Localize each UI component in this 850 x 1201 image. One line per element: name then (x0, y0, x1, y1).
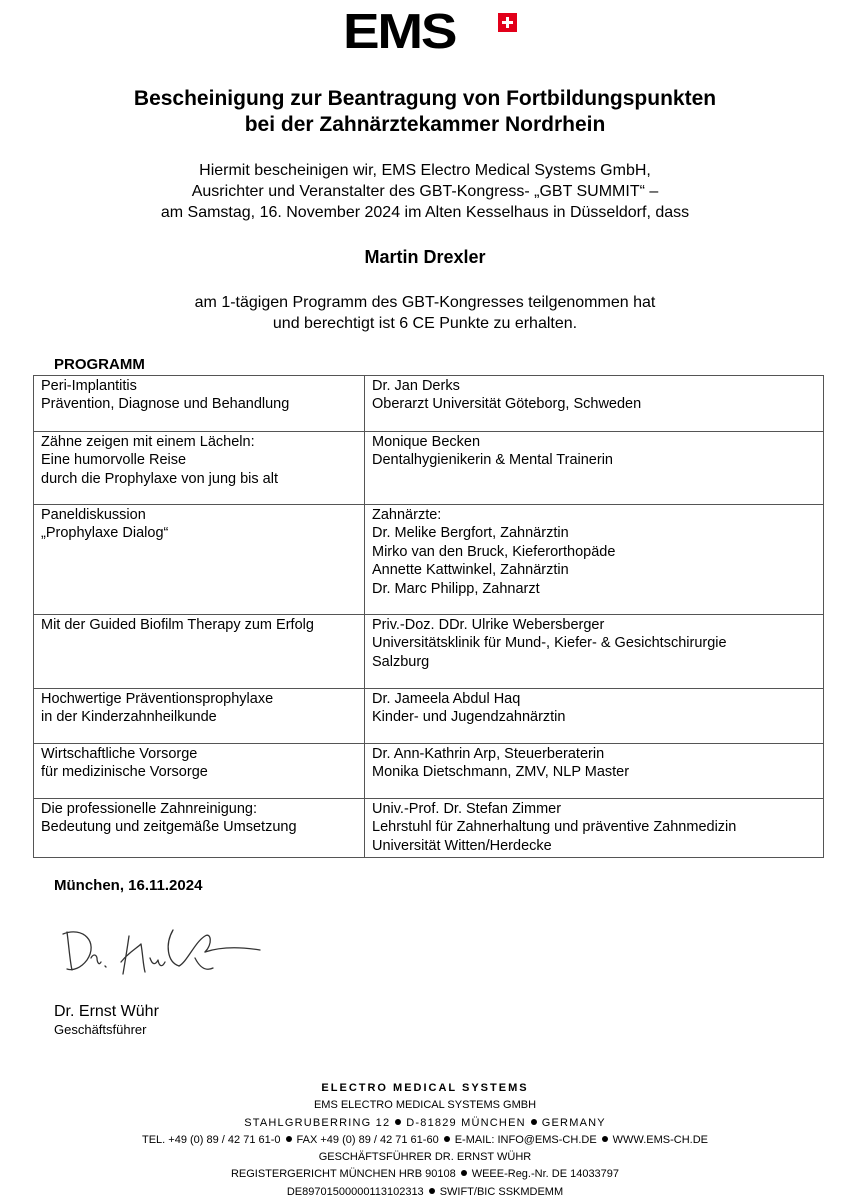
speaker-line: Monique Becken (372, 434, 481, 450)
footer-ceo: GESCHÄFTSFÜHRER DR. ERNST WÜHR (318, 1151, 532, 1164)
signer-title: Geschäftsführer (54, 1022, 147, 1037)
intro-line-3: am Samstag, 16. November 2024 im Alten Kesselhaus in Düsseldorf, dass (160, 204, 690, 221)
program-speakers-cell (365, 744, 824, 799)
speaker-line: Mirko van den Bruck, Kieferorthopäde (372, 543, 616, 560)
speaker-line: Kinder- und Jugendzahnärztin (372, 709, 566, 726)
speaker-line: Dr. Jameela Abdul Haq (372, 691, 521, 707)
program-speakers-cell (365, 505, 824, 615)
topic-line: in der Kinderzahnheilkunde (41, 709, 217, 726)
topic-line: Mit der Guided Biofilm Therapy zum Erfolg (41, 617, 314, 633)
speaker-line: Monika Dietschmann, ZMV, NLP Master (372, 764, 630, 781)
footer-street: STAHLGRUBERRING 12 (244, 1116, 391, 1129)
speaker-line: Oberarzt Universität Göteborg, Schweden (372, 396, 642, 413)
participation-paragraph (0, 292, 850, 334)
footer-email: E-MAIL: INFO@EMS-CH.DE (454, 1133, 597, 1146)
program-speakers-cell (365, 799, 824, 858)
program-topic-cell (34, 744, 365, 799)
program-heading: PROGRAMM (54, 356, 145, 373)
topic-line: „Prophylaxe Dialog“ (41, 525, 169, 542)
program-speakers-cell (365, 615, 824, 689)
speaker-line: Dentalhygienikerin & Mental Trainerin (372, 452, 613, 469)
topic-line: Eine humorvolle Reise (41, 452, 187, 469)
speaker-line: Priv.-Doz. DDr. Ulrike Webersberger (372, 617, 605, 633)
bullet-icon (531, 1119, 537, 1125)
place-date: München, 16.11.2024 (54, 877, 203, 894)
bullet-icon (444, 1136, 450, 1142)
topic-line: für medizinische Vorsorge (41, 764, 208, 781)
topic-line: Hochwertige Präventionsprophylaxe (41, 691, 274, 707)
footer-contact (0, 1132, 850, 1149)
program-speakers-cell (365, 376, 824, 432)
footer-country: GERMANY (541, 1116, 606, 1129)
participation-line-2: und berechtigt ist 6 CE Punkte zu erhalten. (272, 315, 578, 332)
program-topic-cell (34, 799, 365, 858)
topic-line: Wirtschaftliche Vorsorge (41, 746, 198, 762)
footer-company: EMS ELECTRO MEDICAL SYSTEMS GMBH (313, 1099, 537, 1112)
speaker-line: Dr. Jan Derks (372, 378, 460, 394)
title-line-2: bei der Zahnärztekammer Nordrhein (244, 113, 606, 136)
topic-line: Prävention, Diagnose und Behandlung (41, 396, 290, 413)
speaker-line: Dr. Melike Bergfort, Zahnärztin (372, 525, 569, 542)
program-table (33, 375, 824, 858)
footer-bank-line (0, 1184, 850, 1201)
topic-line: Zähne zeigen mit einem Lächeln: (41, 434, 255, 450)
topic-line: Peri-Implantitis (41, 378, 137, 394)
footer-register-line (0, 1166, 850, 1183)
footer-city: D-81829 MÜNCHEN (406, 1116, 526, 1129)
footer-tel: TEL. +49 (0) 89 / 42 71 61-0 (142, 1133, 281, 1146)
program-speakers-cell (365, 689, 824, 744)
swiss-cross-icon (498, 13, 517, 32)
speaker-line: Lehrstuhl für Zahnerhaltung und präventive Zahnmedizin (372, 819, 737, 836)
program-topic-cell (34, 689, 365, 744)
intro-line-2: Ausrichter und Veranstalter des GBT-Kongress- „GBT SUMMIT“ – (191, 183, 659, 200)
topic-line: Paneldiskussion (41, 507, 146, 523)
program-row (34, 615, 824, 689)
footer-register: REGISTERGERICHT MÜNCHEN HRB 90108 (230, 1168, 456, 1181)
program-topic-cell (34, 376, 365, 432)
bullet-icon (461, 1170, 467, 1176)
speaker-line: Dr. Ann-Kathrin Arp, Steuerberaterin (372, 746, 605, 762)
participation-line-1: am 1-tägigen Programm des GBT-Kongresses teilgenommen hat (194, 294, 656, 311)
speaker-line: Universität Witten/Herdecke (372, 837, 552, 854)
program-row (34, 432, 824, 505)
program-topic-cell (34, 505, 365, 615)
program-row (34, 744, 824, 799)
speaker-line: Univ.-Prof. Dr. Stefan Zimmer (372, 801, 562, 817)
speaker-line: Universitätsklinik für Mund-, Kiefer- & Gesichtschirurgie (372, 635, 727, 652)
program-topic-cell (34, 432, 365, 505)
footer-iban: DE89701500000113102313 (286, 1185, 424, 1198)
speaker-line: Annette Kattwinkel, Zahnärztin (372, 562, 569, 579)
footer-web: WWW.EMS-CH.DE (612, 1133, 708, 1146)
signer-name: Dr. Ernst Wühr (54, 1003, 159, 1020)
topic-line: Die professionelle Zahnreinigung: (41, 801, 258, 817)
intro-paragraph (0, 160, 850, 223)
program-row (34, 689, 824, 744)
document-title (0, 86, 850, 138)
program-row (34, 376, 824, 432)
bullet-icon (429, 1188, 435, 1194)
footer-fax: FAX +49 (0) 89 / 42 71 61-60 (296, 1133, 439, 1146)
program-topic-cell (34, 615, 365, 689)
topic-line: durch die Prophylaxe von jung bis alt (41, 470, 278, 487)
logo-text: EMS (343, 5, 456, 59)
program-row (34, 505, 824, 615)
program-table-body (34, 376, 824, 858)
footer-swift: SWIFT/BIC SSKMDEMM (439, 1185, 564, 1198)
bullet-icon (602, 1136, 608, 1142)
company-footer (0, 1080, 850, 1201)
bullet-icon (395, 1119, 401, 1125)
title-line-1: Bescheinigung zur Beantragung von Fortbildungspunkten (133, 87, 717, 110)
bullet-icon (286, 1136, 292, 1142)
program-row (34, 799, 824, 858)
topic-line: Bedeutung und zeitgemäße Umsetzung (41, 819, 297, 836)
speaker-line: Zahnärzte: (372, 507, 442, 523)
footer-brand: ELECTRO MEDICAL SYSTEMS (321, 1082, 529, 1094)
intro-line-1: Hiermit bescheinigen wir, EMS Electro Medical Systems GmbH, (199, 162, 651, 179)
speaker-line: Dr. Marc Philipp, Zahnarzt (372, 580, 540, 597)
speaker-line: Salzburg (372, 653, 430, 670)
program-speakers-cell (365, 432, 824, 505)
footer-weee: WEEE-Reg.-Nr. DE 14033797 (471, 1168, 620, 1181)
ems-logo (343, 5, 456, 59)
participant-name: Martin Drexler (364, 247, 486, 267)
footer-address (0, 1115, 850, 1132)
signature-image (55, 922, 265, 992)
